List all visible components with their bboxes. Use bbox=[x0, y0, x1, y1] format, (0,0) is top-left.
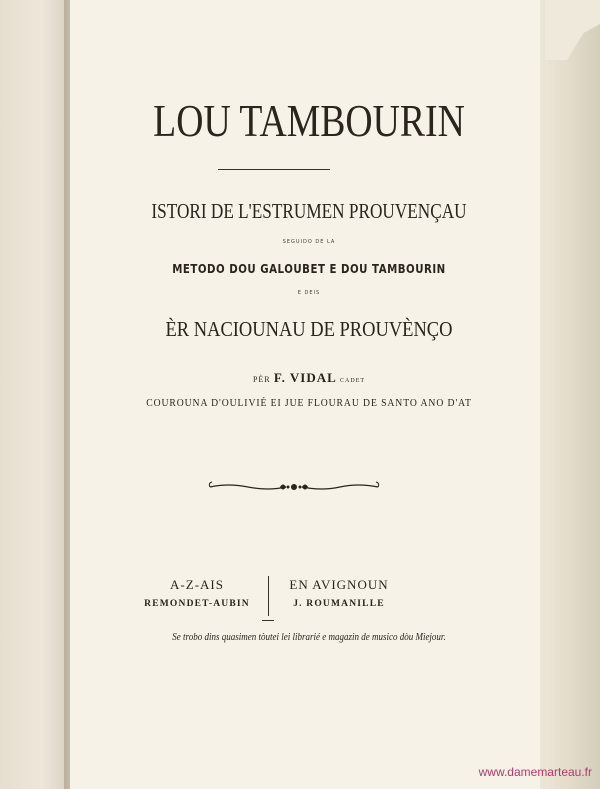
book-subtitle: ISTORI DE L'ESTRUMEN PROUVENÇAU bbox=[151, 199, 467, 223]
publisher-left bbox=[136, 577, 258, 611]
publisher-left-city: A-Z-AIS bbox=[170, 577, 224, 592]
publisher-left-name: REMONDET-AUBIN bbox=[144, 599, 250, 609]
er-naciounau-line: ÈR NACIOUNAU DE PROUVÈNÇO bbox=[165, 317, 453, 341]
book-title: LOU TAMBOURIN bbox=[153, 95, 465, 146]
publisher-right-city: EN AVIGNOUN bbox=[289, 577, 389, 592]
seguido-line: SEGUIDO DE LA bbox=[282, 239, 336, 245]
ornament-flourish-icon bbox=[208, 479, 380, 495]
metodo-line: METODO DOU GALOUBET E DOU TAMBOURIN bbox=[172, 262, 446, 276]
right-page-edge bbox=[540, 0, 600, 789]
publisher-tick bbox=[262, 620, 274, 621]
availability-note: Se trobo dins quasimen tòutei lei librarié e magazin de musico dòu Miejour. bbox=[172, 632, 446, 643]
publisher-divider bbox=[268, 576, 269, 616]
publisher-right bbox=[278, 577, 400, 611]
author-name: F. VIDAL bbox=[273, 370, 337, 385]
e-dei-line: E DEIS bbox=[297, 290, 321, 296]
title-rule bbox=[218, 169, 330, 170]
publisher-right-name: J. ROUMANILLE bbox=[293, 599, 385, 609]
author-per: PÈR bbox=[252, 375, 271, 384]
author-line bbox=[70, 370, 548, 386]
facing-page-edge bbox=[0, 0, 70, 789]
author-cadet: CADET bbox=[340, 378, 366, 384]
award-line: COUROUNA D'OULIVIÉ EI JUE FLOURAU DE SANTO ANO D'AT bbox=[146, 398, 472, 409]
watermark: www.damemarteau.fr bbox=[478, 765, 592, 779]
